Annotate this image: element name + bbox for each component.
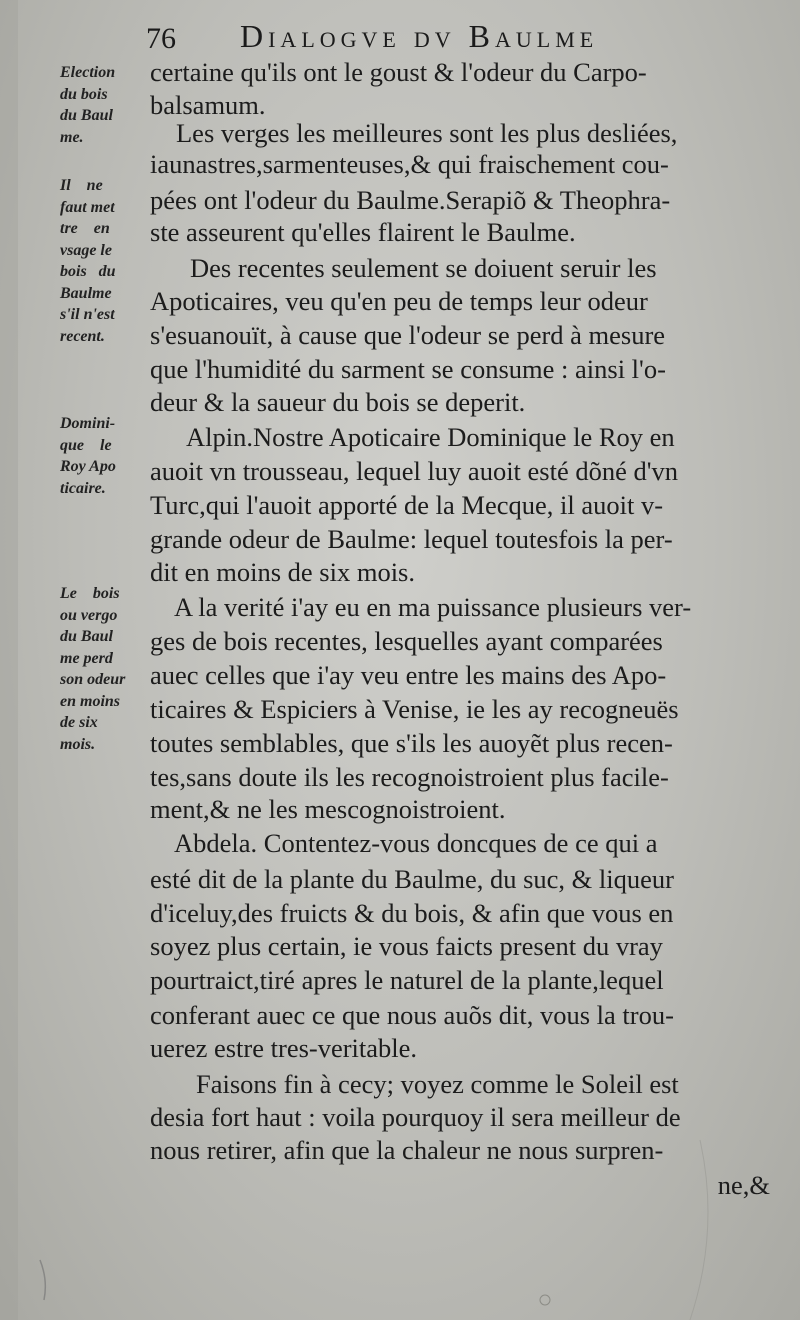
text-line: dit en moins de six mois. <box>150 557 415 587</box>
text-line: ges de bois recentes, lesquelles ayant comparées <box>150 626 663 656</box>
text-line: conferant auec ce que nous auõs dit, vous la trou- <box>150 1000 674 1030</box>
text-line: Faisons fin à cecy; voyez comme le Soleil est <box>196 1069 679 1099</box>
margin-note-odeur: Le bois ou vergo du Baul me perd son odeur en moins de six mois. <box>60 585 126 753</box>
text-line: ment,& ne les mescognoistroient. <box>150 794 506 824</box>
margin-note-dominique: Domini- que le Roy Apo ticaire. <box>60 415 116 497</box>
text-line: Apoticaires, veu qu'en peu de temps leur odeur <box>150 286 648 316</box>
text-line: A la verité i'ay eu en ma puissance plusieurs ver- <box>174 592 692 622</box>
text-line: desia fort haut : voila pourquoy il sera meilleur de <box>150 1102 681 1132</box>
margin-note-recent: Il ne faut met tre en vsage le bois du Baulme s'il n'est recent. <box>60 177 116 345</box>
text-line: ticaires & Espiciers à Venise, ie les ay recogneuës <box>150 694 679 724</box>
margin-note-election: Election du bois du Baul me. <box>60 64 116 146</box>
text-line: grande odeur de Baulme: lequel toutesfois la per- <box>150 524 673 554</box>
text-line: pourtraict,tiré apres le naturel de la plante,lequel <box>150 965 664 995</box>
catchword: ne,& <box>717 1170 770 1200</box>
text-line: auoit vn trousseau, lequel luy auoit esté dõné d'vn <box>150 456 679 486</box>
text-line: uerez estre tres-veritable. <box>150 1033 418 1063</box>
text-line: esté dit de la plante du Baulme, du suc, & liqueur <box>150 864 674 894</box>
text-line: Des recentes seulement se doiuent seruir les <box>190 253 657 283</box>
text-line: nous retirer, afin que la chaleur ne nous surpren- <box>150 1135 664 1165</box>
text-line: certaine qu'ils ont le goust & l'odeur du Carpo- <box>150 57 647 87</box>
text-line: auec celles que i'ay veu entre les mains des Apo- <box>150 660 667 690</box>
page-header <box>0 0 800 60</box>
text-line: pées ont l'odeur du Baulme.Serapiõ & Theophra- <box>150 185 671 215</box>
text-line: toutes semblables, que s'ils les auoyẽt plus recen- <box>150 728 673 758</box>
running-title: Dialogve dv Baulme <box>240 18 599 54</box>
text-line: tes,sans doute ils les recognoistroient plus facile- <box>150 762 669 792</box>
text-line: iaunastres,sarmenteuses,& qui fraischement cou- <box>150 149 669 179</box>
text-line: d'iceluy,des fruicts & du bois, & afin que vous en <box>150 898 674 928</box>
text-line: soyez plus certain, ie vous faicts present du vray <box>150 931 663 961</box>
text-line: que l'humidité du sarment se consume : ainsi l'o- <box>150 354 666 384</box>
text-line: Alpin.Nostre Apoticaire Dominique le Roy en <box>186 422 675 452</box>
text-line: balsamum. <box>150 90 266 120</box>
text-line: deur & la saueur du bois se deperit. <box>150 387 526 417</box>
text-line: s'esuanouït, à cause que l'odeur se perd à mesure <box>150 320 666 350</box>
text-line: Turc,qui l'auoit apporté de la Mecque, il auoit v- <box>150 490 664 520</box>
text-line: Les verges les meilleures sont les plus desliées, <box>176 118 678 148</box>
text-line: ste asseurent qu'elles flairent le Baulme. <box>150 217 576 247</box>
text-line: Abdela. Contentez-vous doncques de ce qui a <box>174 828 658 858</box>
page-number: 76 <box>146 22 176 55</box>
